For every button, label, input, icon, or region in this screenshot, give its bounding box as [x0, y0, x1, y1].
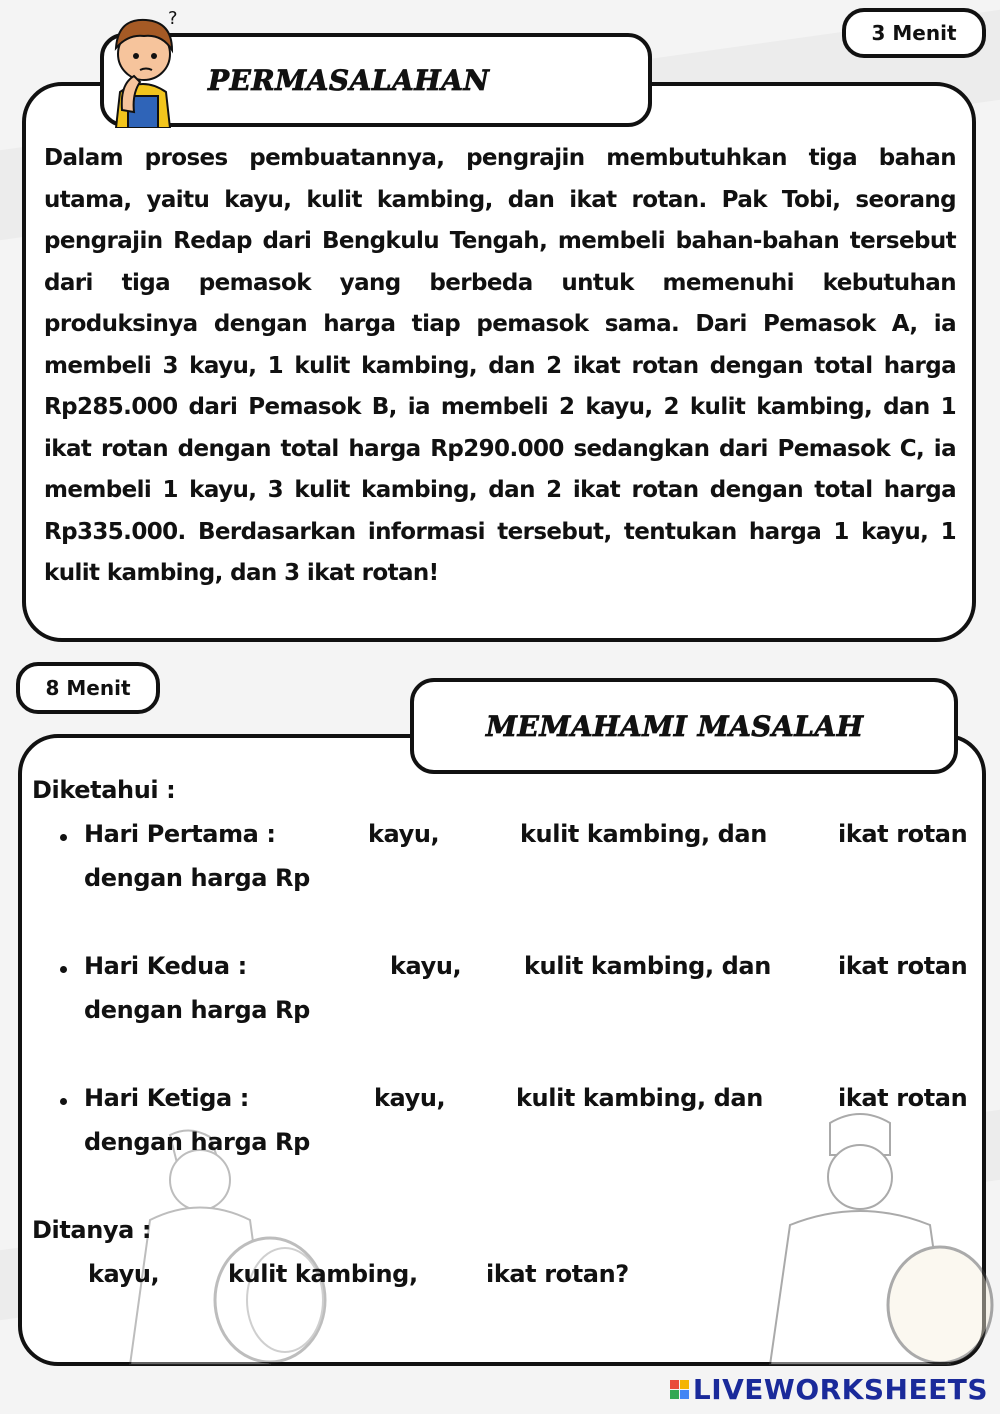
item-kulit: kulit kambing, dan [520, 820, 767, 848]
item-price: dengan harga Rp [84, 864, 310, 892]
liveworksheets-watermark [670, 1373, 988, 1406]
item-kulit: kulit kambing, dan [524, 952, 771, 980]
item-kulit: kulit kambing, dan [516, 1084, 763, 1112]
problem-title: PERMASALAHAN [208, 63, 490, 97]
timer-badge-top [842, 8, 986, 58]
understand-title-box [410, 678, 958, 774]
item-rotan: ikat rotan [838, 952, 968, 980]
known-label: Diketahui : [32, 776, 176, 804]
liveworksheets-logo-icon [670, 1380, 689, 1399]
thinking-boy-icon [100, 4, 186, 128]
drummer-left-illustration [110, 1125, 340, 1365]
understand-title: MEMAHAMI MASALAH [486, 709, 864, 743]
timer-label: 8 Menit [45, 676, 131, 700]
item-price: dengan harga Rp [84, 1128, 310, 1156]
asked-kulit: kulit kambing, [228, 1260, 418, 1288]
item-day: Hari Kedua : [84, 952, 247, 980]
asked-rotan: ikat rotan? [486, 1260, 629, 1288]
item-kayu: kayu, [374, 1084, 446, 1112]
item-kayu: kayu, [390, 952, 462, 980]
bullet-icon [60, 834, 67, 841]
timer-label: 3 Menit [871, 21, 957, 45]
item-day: Hari Ketiga : [84, 1084, 249, 1112]
asked-kayu: kayu, [88, 1260, 160, 1288]
item-day: Hari Pertama : [84, 820, 276, 848]
watermark-text: LIVEWORKSHEETS [692, 1373, 988, 1406]
item-rotan: ikat rotan [838, 1084, 968, 1112]
timer-badge-mid [16, 662, 160, 714]
svg-text:?: ? [168, 8, 178, 29]
problem-text: Dalam proses pembuatannya, pengrajin membutuhkan tiga bahan utama, yaitu kayu, kulit kambing, dan ikat rotan. Pak Tobi, seorang pengrajin Redap dari Bengkulu Tengah, membeli bahan-bahan tersebut dari tiga pemasok yang berbeda untuk memenuhi kebutuhan produksinya dengan harga tiap pemasok sama. Dari Pemasok A, ia membeli 3 kayu, 1 kulit kambing, dan 2 ikat rotan dengan total harga Rp285.000 dari Pemasok B, ia membeli 2 kayu, 2 kulit kambing, dan 1 ikat rotan dengan total harga Rp290.000 sedangkan dari Pemasok C, ia membeli 1 kayu, 3 kulit kambing, dan 2 ikat rotan dengan total harga Rp335.000. Berdasarkan informasi tersebut, tentukan harga 1 kayu, 1 kulit kambing, dan 3 ikat rotan! [44, 145, 956, 586]
item-price: dengan harga Rp [84, 996, 310, 1024]
item-kayu: kayu, [368, 820, 440, 848]
drummer-right-illustration [760, 1105, 1000, 1365]
bullet-icon [60, 966, 67, 973]
bullet-icon [60, 1098, 67, 1105]
asked-label: Ditanya : [32, 1216, 152, 1244]
item-rotan: ikat rotan [838, 820, 968, 848]
